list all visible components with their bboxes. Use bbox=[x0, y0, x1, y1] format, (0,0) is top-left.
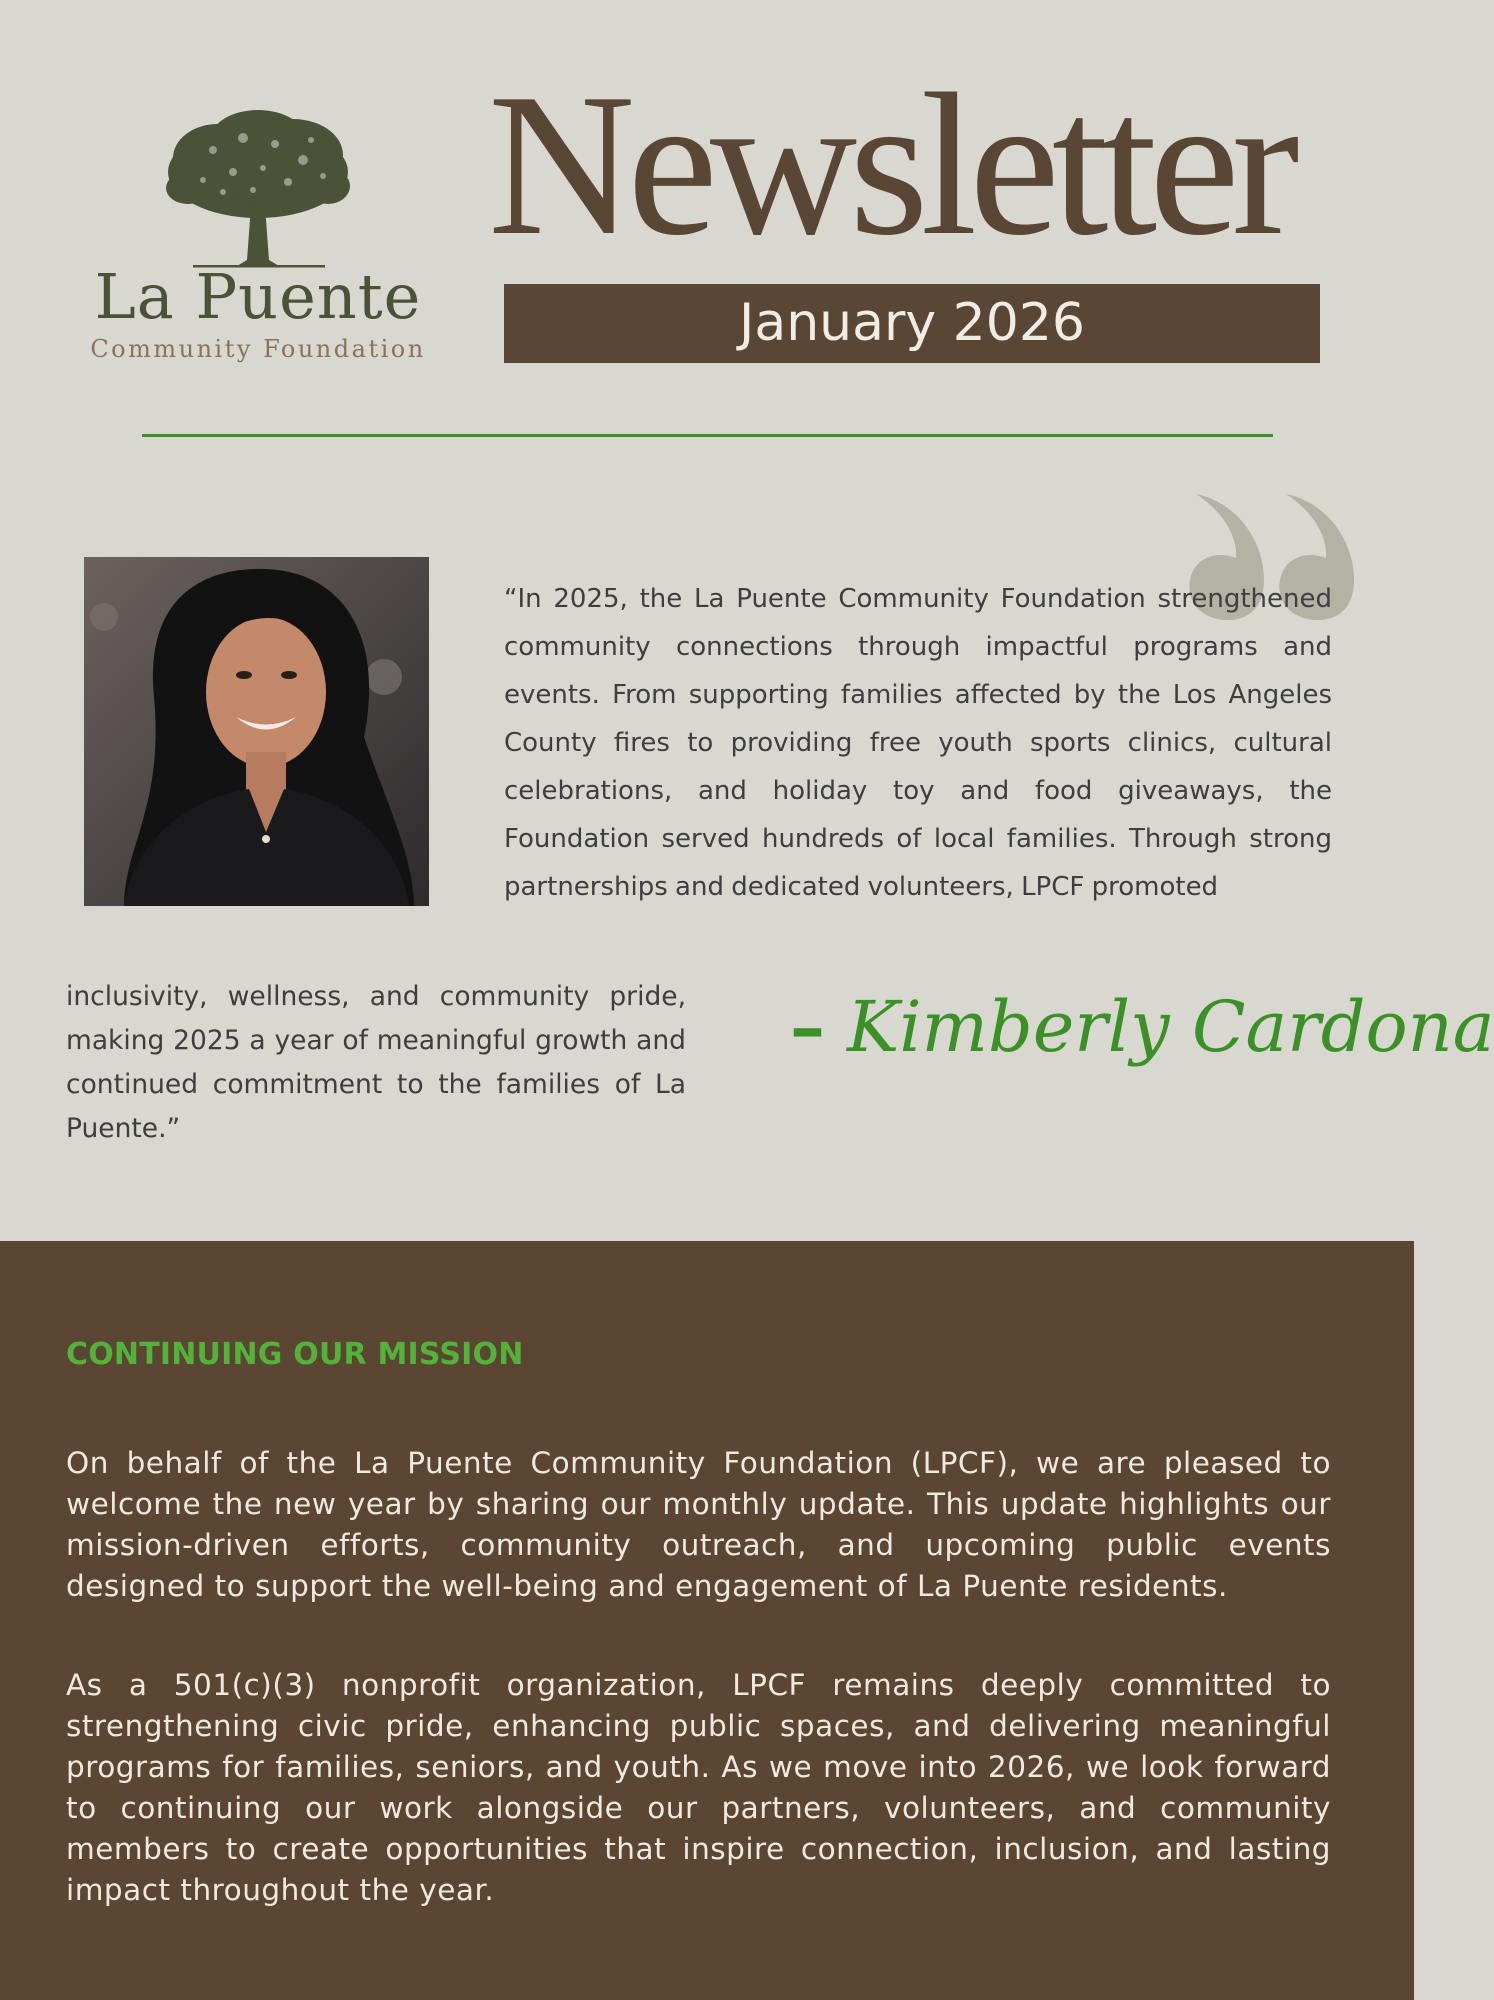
logo-name: La Puente bbox=[94, 260, 422, 333]
signature bbox=[790, 985, 1494, 1125]
mission-heading: CONTINUING OUR MISSION bbox=[66, 1337, 524, 1372]
tree-icon bbox=[163, 110, 353, 270]
mission-section bbox=[0, 1241, 1414, 2000]
quote-text-part2: inclusivity, wellness, and community pride, making 2025 a year of meaningful growth and continued commitment to the families of La Puente.” bbox=[66, 981, 686, 1144]
portrait-photo bbox=[84, 557, 429, 906]
signature-dash: – bbox=[790, 985, 825, 1068]
mission-paragraph: As a 501(c)(3) nonprofit organization, LPCF remains deeply committed to strengthening civic pride, enhancing public spaces, and delivering meaningful programs for families, seniors, and youth. As we move into 2026, we look forward to continuing our work alongside our partners, volunteers, and community members to create opportunities that inspire connection, inclusion, and lasting impact throughout the year. bbox=[66, 1668, 1331, 1907]
logo-subtitle: Community Foundation bbox=[90, 335, 426, 363]
divider bbox=[142, 434, 1273, 437]
date-banner: January 2026 bbox=[504, 284, 1320, 363]
logo bbox=[78, 100, 438, 370]
quote-text-part1: “In 2025, the La Puente Community Foundation strengthened community connections through impactful programs and events. From supporting families affected by the Los Angeles County fires to providing free youth sports clinics, cultural celebrations, and holiday toy and food giveaways, the Foundation served hundreds of local families. Through strong partnerships and dedicated volunteers, LPCF promoted bbox=[504, 584, 1332, 902]
signature-name: Kimberly Cardona bbox=[847, 986, 1494, 1068]
page-title: Newsletter bbox=[488, 52, 1292, 278]
mission-paragraph: On behalf of the La Puente Community Foundation (LPCF), we are pleased to welcome the new year by sharing our monthly update. This update highlights our mission-driven efforts, community outreach, and upcoming public events designed to support the well-being and engagement of La Puente residents. bbox=[66, 1446, 1331, 1603]
